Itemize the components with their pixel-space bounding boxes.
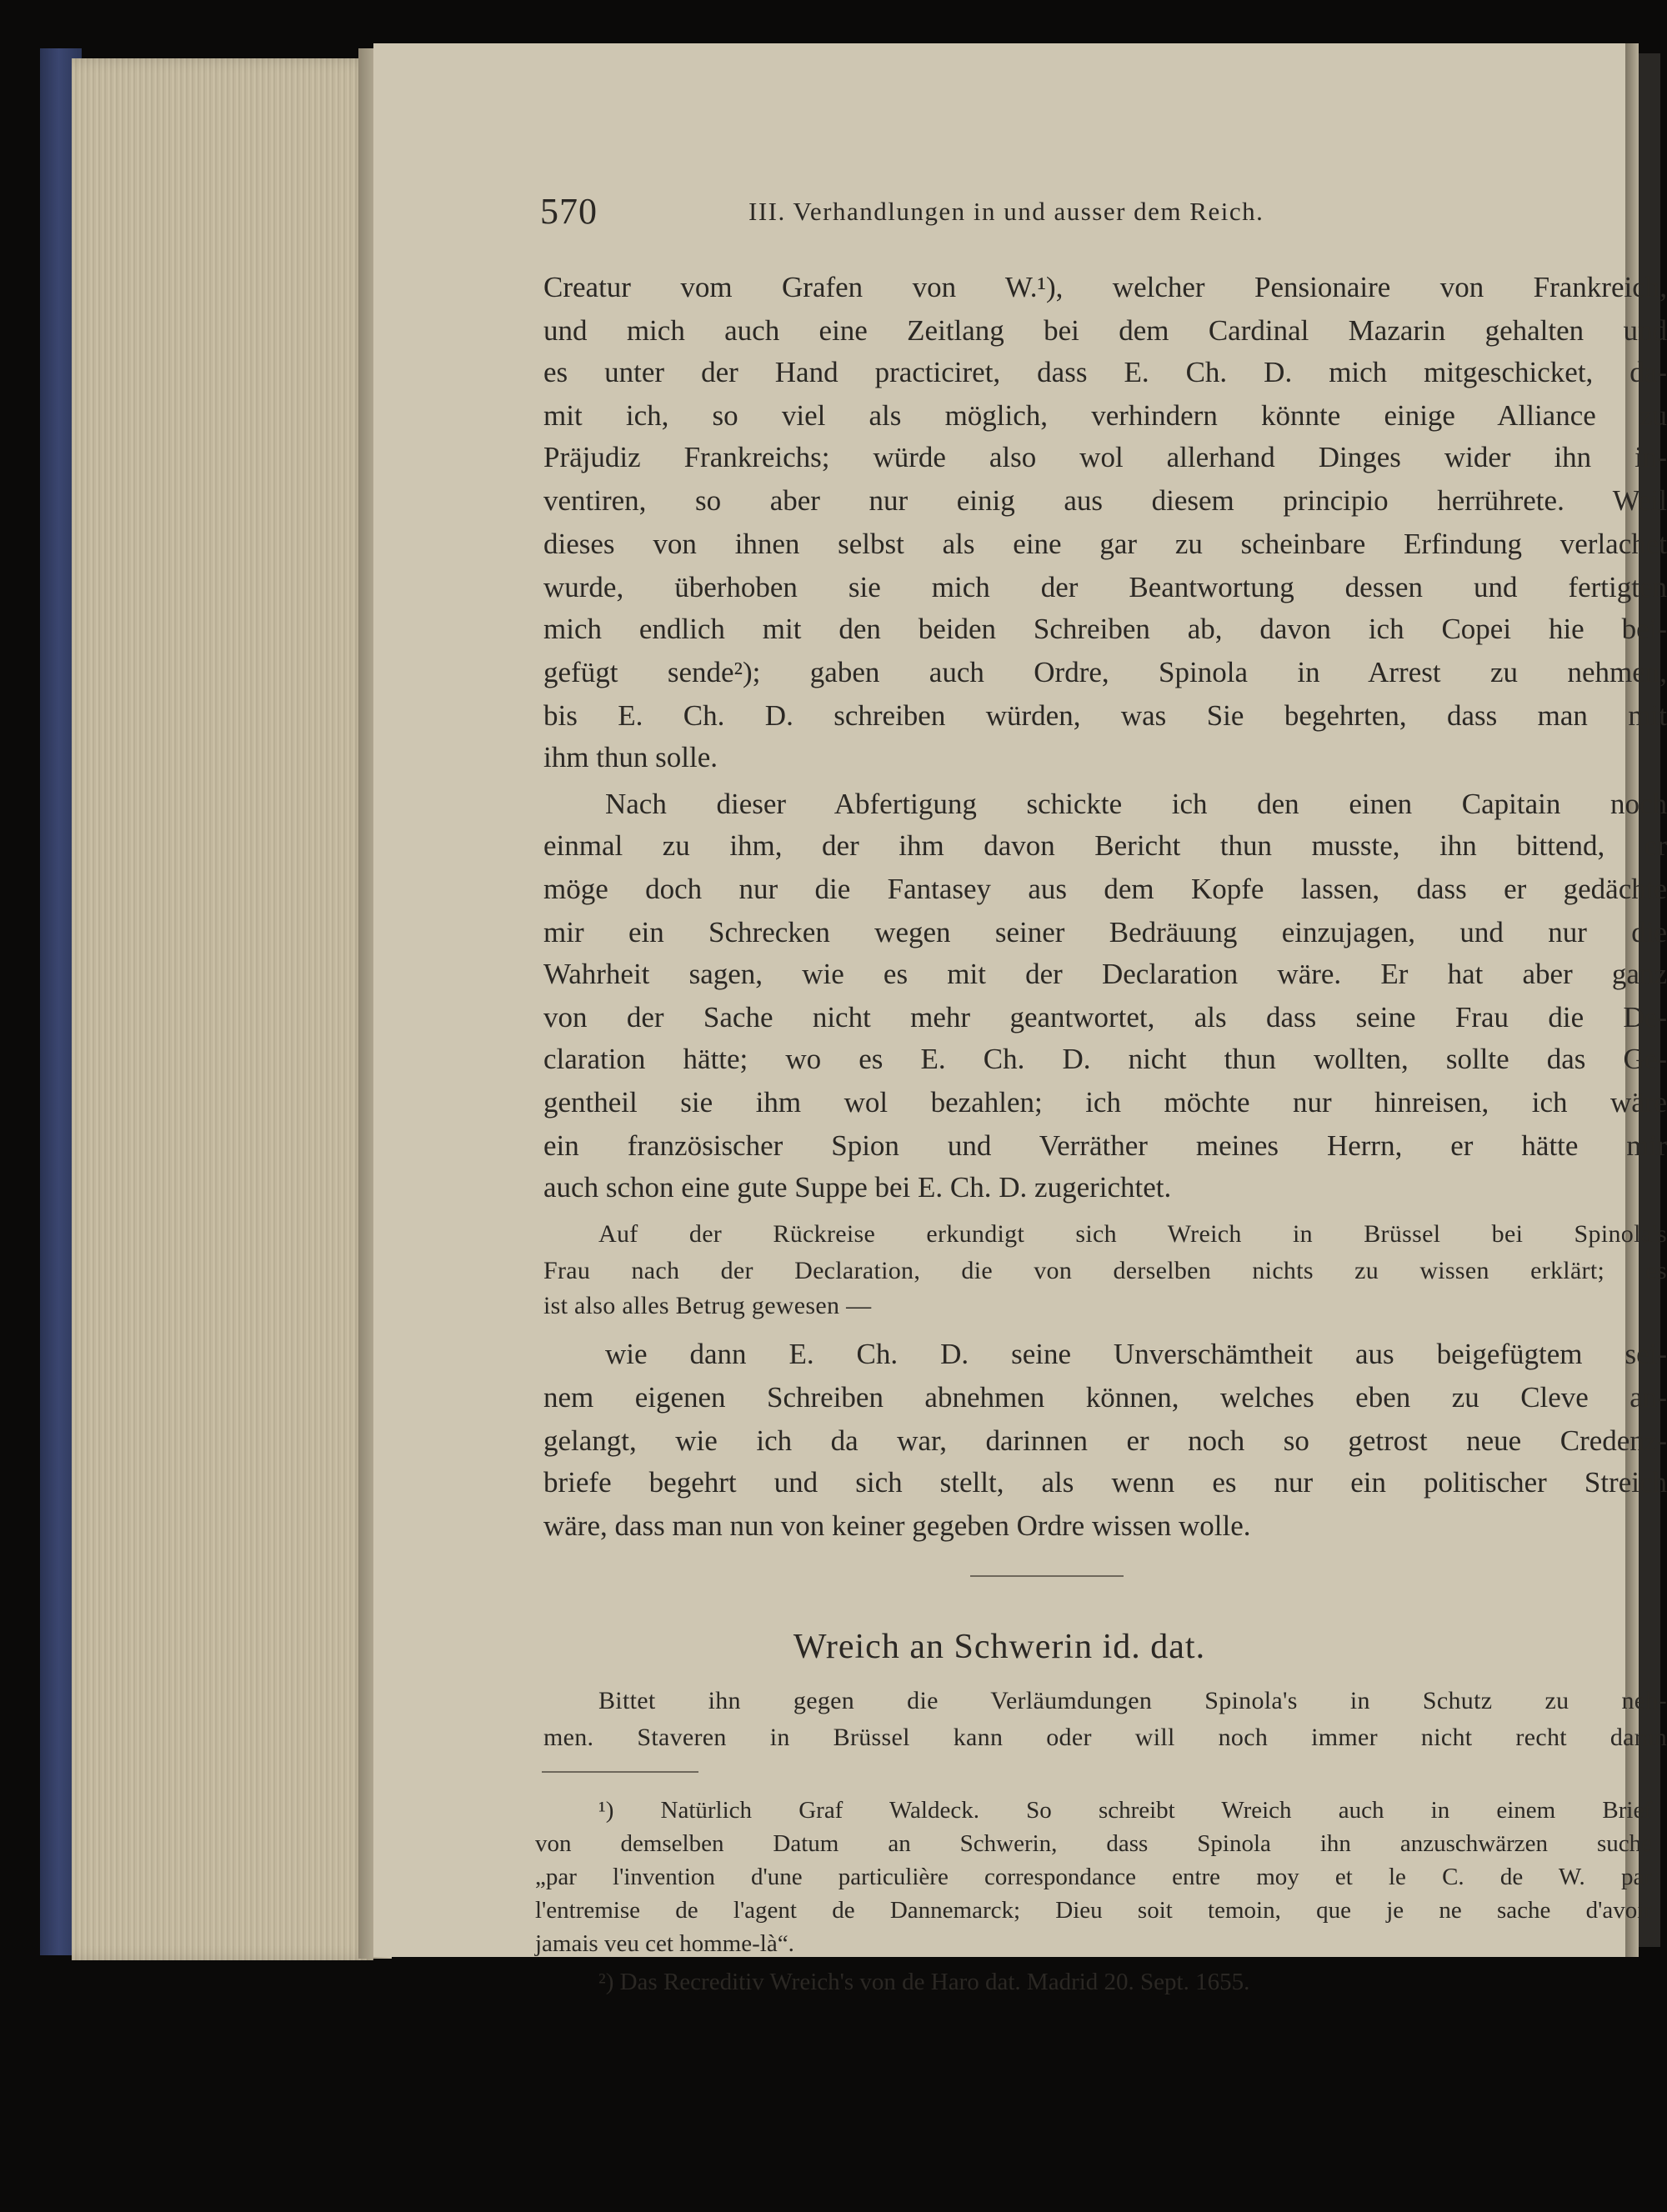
text-line: Wahrheit sagen, wie es mit der Declaration wäre. Er hat aber ganz [543,958,1667,990]
summary-line: Frau nach der Declaration, die von derselben nichts zu wissen erklärt; es [543,1257,1667,1284]
footnote-line: ²) Das Recreditiv Wreich's von de Haro dat. Madrid 20. Sept. 1655. [598,1969,1250,1995]
section-heading: Wreich an Schwerin id. dat. [793,1628,1206,1666]
text-line: Präjudiz Frankreichs; würde also wol allerhand Dinges wider ihn in- [543,441,1667,473]
text-line: ein französischer Spion und Verräther meines Herrn, er hätte mir [543,1129,1667,1162]
text-line: es unter der Hand practiciret, dass E. Ch. D. mich mitgeschicket, da- [543,356,1667,388]
text-line: gefügt sende²); gaben auch Ordre, Spinola in Arrest zu nehmen, [543,656,1667,688]
text-line: mit ich, so viel als möglich, verhindern könnte einige Alliance zu [543,399,1667,432]
summary-line: Bittet ihn gegen die Verläumdungen Spinola's in Schutz zu neh- [598,1687,1667,1714]
footnote-line: jamais veu cet homme-là“. [535,1930,794,1957]
text-line: Nach dieser Abfertigung schickte ich den einen Capitain noch [605,788,1667,820]
footnote-rule [542,1771,698,1773]
summary-line: Auf der Rückreise erkundigt sich Wreich in Brüssel bei Spinola's [598,1220,1667,1248]
text-line: claration hätte; wo es E. Ch. D. nicht thun wollten, sollte das Ge- [543,1043,1667,1075]
text-line: nem eigenen Schreiben abnehmen können, welches eben zu Cleve an- [543,1381,1667,1414]
text-line: möge doch nur die Fantasey aus dem Kopfe lassen, dass er gedächte [543,873,1667,905]
page-block-edges [72,58,373,1960]
running-title: III. Verhandlungen in und ausser dem Reich. [748,197,1264,226]
footnote-line: „par l'invention d'une particulière correspondance entre moy et le C. de W. par [535,1864,1652,1890]
text-line: gentheil sie ihm wol bezahlen; ich möchte nur hinreisen, ich wäre [543,1086,1667,1119]
text-line: auch schon eine gute Suppe bei E. Ch. D. zugerichtet. [543,1171,1172,1204]
summary-line: men. Staveren in Brüssel kann oder will noch immer nicht recht daran [543,1724,1667,1751]
page-number: 570 [540,191,598,232]
section-divider [970,1575,1124,1577]
text-line: und mich auch eine Zeitlang bei dem Cardinal Mazarin gehalten und [543,314,1667,347]
text-line: bis E. Ch. D. schreiben würden, was Sie begehrten, dass man mit [543,699,1667,732]
text-line: Creatur vom Grafen von W.¹), welcher Pensionaire von Frankreich, [543,271,1667,303]
text-line: wäre, dass man nun von keiner gegeben Ordre wissen wolle. [543,1509,1251,1542]
text-line: ihm thun solle. [543,741,718,773]
book-page [373,43,1667,1995]
text-line: wurde, überhoben sie mich der Beantwortung dessen und fertigten [543,571,1667,603]
footnote-line: von demselben Datum an Schwerin, dass Spinola ihn anzuschwärzen suche [535,1830,1652,1857]
text-line: mir ein Schrecken wegen seiner Bedräuung einzujagen, und nur die [543,916,1667,948]
text-line: ventiren, so aber nur einig aus diesem principio herrührete. Weil [543,484,1667,517]
footnote-line: ¹) Natürlich Graf Waldeck. So schreibt Wreich auch in einem Brief [598,1797,1652,1824]
text-line: dieses von ihnen selbst als eine gar zu scheinbare Erfindung verlachet [543,528,1667,560]
text-line: wie dann E. Ch. D. seine Unverschämtheit aus beigefügtem sei- [605,1338,1667,1370]
text-line: gelangt, wie ich da war, darinnen er noch so getrost neue Credenz- [543,1424,1667,1457]
text-line: einmal zu ihm, der ihm davon Bericht thun musste, ihn bittend, er [543,829,1667,862]
footnote-line: l'entremise de l'agent de Dannemarck; Dieu soit temoin, que je ne sache d'avoir [535,1897,1652,1924]
text-line: mich endlich mit den beiden Schreiben ab, davon ich Copei hie bei- [543,613,1667,645]
summary-line: ist also alles Betrug gewesen — [543,1292,872,1319]
text-line: von der Sache nicht mehr geantwortet, als dass seine Frau die De- [543,1001,1667,1033]
running-header [540,190,1653,237]
text-line: briefe begehrt und sich stellt, als wenn es nur ein politischer Streich [543,1466,1667,1499]
